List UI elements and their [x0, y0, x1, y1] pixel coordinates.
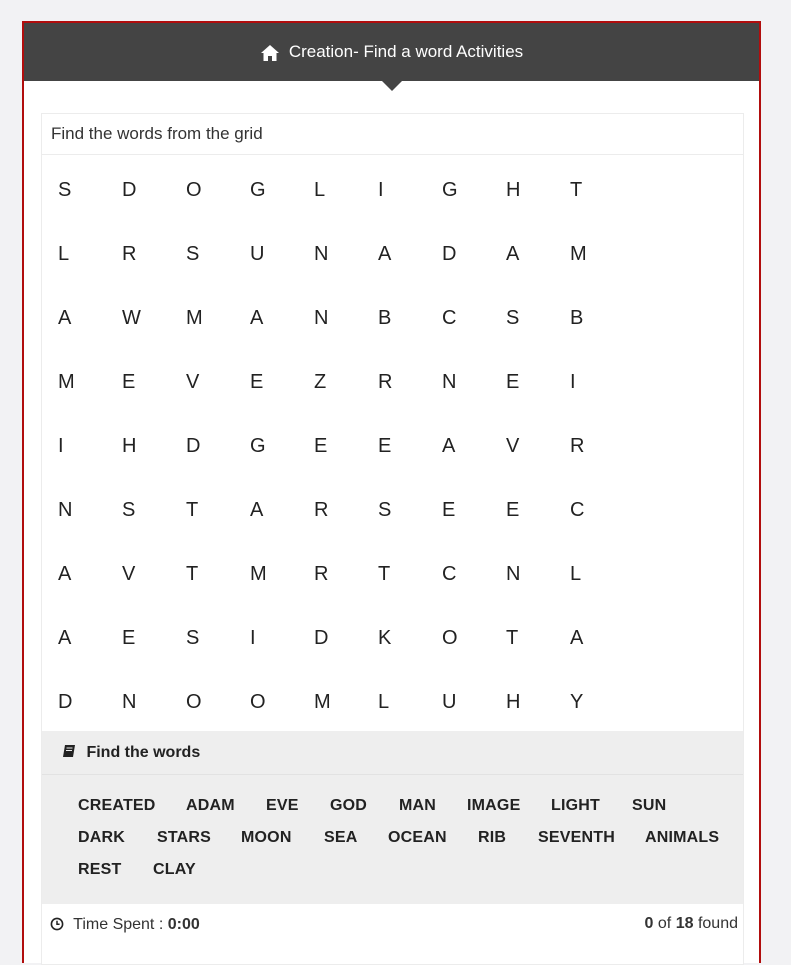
found-counter	[645, 915, 738, 933]
grid-cell[interactable]: D	[58, 691, 73, 713]
word-item: EVE	[266, 797, 299, 814]
grid-cell[interactable]: D	[122, 179, 137, 201]
grid-cell[interactable]: I	[570, 371, 576, 393]
grid-cell[interactable]: M	[186, 307, 203, 329]
found-count: 0	[644, 915, 654, 932]
letter-grid	[42, 155, 743, 731]
grid-cell[interactable]: M	[250, 563, 267, 585]
grid-cell[interactable]: Y	[570, 691, 584, 713]
word-item: IMAGE	[467, 797, 521, 814]
grid-cell[interactable]: N	[58, 499, 73, 521]
grid-cell[interactable]: B	[378, 307, 392, 329]
grid-cell[interactable]: M	[314, 691, 331, 713]
grid-cell[interactable]: T	[506, 627, 519, 649]
word-item: ADAM	[186, 797, 235, 814]
grid-cell[interactable]: E	[442, 499, 456, 521]
grid-cell[interactable]: H	[506, 179, 521, 201]
word-item: OCEAN	[388, 829, 447, 846]
grid-cell[interactable]: R	[314, 563, 329, 585]
word-item: SEVENTH	[538, 829, 615, 846]
grid-cell[interactable]: T	[186, 499, 199, 521]
grid-cell[interactable]: R	[122, 243, 137, 265]
grid-cell[interactable]: A	[506, 243, 520, 265]
grid-cell[interactable]: N	[314, 307, 329, 329]
grid-cell[interactable]: Z	[314, 371, 327, 393]
grid-cell[interactable]: U	[250, 243, 265, 265]
grid-cell[interactable]: R	[314, 499, 329, 521]
instruction-text: Find the words from the grid	[42, 114, 743, 155]
grid-cell[interactable]: B	[570, 307, 584, 329]
grid-cell[interactable]: E	[506, 499, 520, 521]
grid-cell[interactable]: R	[570, 435, 585, 457]
grid-cell[interactable]: C	[442, 307, 457, 329]
grid-cell[interactable]: N	[314, 243, 329, 265]
grid-cell[interactable]: D	[314, 627, 329, 649]
grid-cell[interactable]: V	[186, 371, 200, 393]
activity-title: Creation- Find a word Activities	[288, 42, 524, 61]
grid-cell[interactable]: E	[378, 435, 392, 457]
grid-cell[interactable]: R	[378, 371, 393, 393]
grid-cell[interactable]: S	[186, 627, 200, 649]
home-icon	[260, 44, 280, 62]
grid-cell[interactable]: L	[58, 243, 70, 265]
grid-cell[interactable]: O	[186, 179, 202, 201]
grid-cell[interactable]: E	[122, 371, 136, 393]
word-item: CREATED	[78, 797, 156, 814]
grid-cell[interactable]: D	[442, 243, 457, 265]
grid-cell[interactable]: N	[122, 691, 137, 713]
time-label: Time Spent :	[73, 916, 164, 933]
word-bank-header	[42, 731, 743, 775]
grid-cell[interactable]: S	[58, 179, 72, 201]
grid-cell[interactable]: H	[122, 435, 137, 457]
grid-cell[interactable]: E	[506, 371, 520, 393]
grid-cell[interactable]: M	[58, 371, 75, 393]
grid-cell[interactable]: C	[442, 563, 457, 585]
grid-cell[interactable]: A	[378, 243, 392, 265]
word-item: CLAY	[153, 861, 196, 878]
grid-cell[interactable]: E	[250, 371, 264, 393]
grid-cell[interactable]: A	[250, 499, 264, 521]
grid-cell[interactable]: A	[58, 627, 72, 649]
book-icon	[62, 744, 76, 758]
time-value: 0:00	[167, 916, 200, 933]
word-bank	[42, 731, 743, 904]
found-of: of	[657, 915, 672, 932]
grid-cell[interactable]: G	[250, 179, 266, 201]
grid-cell[interactable]: I	[58, 435, 64, 457]
grid-cell[interactable]: W	[122, 307, 141, 329]
grid-cell[interactable]: N	[442, 371, 457, 393]
word-item: MOON	[241, 829, 292, 846]
grid-cell[interactable]: E	[314, 435, 328, 457]
grid-cell[interactable]: S	[122, 499, 136, 521]
grid-cell[interactable]: L	[378, 691, 390, 713]
grid-cell[interactable]: V	[122, 563, 136, 585]
grid-cell[interactable]: A	[250, 307, 264, 329]
grid-cell[interactable]: O	[250, 691, 266, 713]
grid-cell[interactable]: D	[186, 435, 201, 457]
grid-cell[interactable]: V	[506, 435, 520, 457]
grid-cell[interactable]: S	[506, 307, 520, 329]
total-words: 18	[675, 915, 694, 932]
word-item: DARK	[78, 829, 126, 846]
grid-cell[interactable]: M	[570, 243, 587, 265]
found-label: found	[697, 915, 738, 932]
grid-cell[interactable]: L	[570, 563, 582, 585]
word-bank-title: Find the words	[86, 744, 201, 761]
grid-cell[interactable]: T	[378, 563, 391, 585]
word-item: REST	[78, 861, 122, 878]
word-item: LIGHT	[551, 797, 600, 814]
word-item: ANIMALS	[645, 829, 720, 846]
grid-cell[interactable]: I	[250, 627, 256, 649]
word-item: GOD	[330, 797, 368, 814]
puzzle-panel	[41, 113, 744, 965]
word-item: STARS	[157, 829, 212, 846]
grid-cell[interactable]: A	[442, 435, 456, 457]
grid-cell[interactable]: H	[506, 691, 521, 713]
grid-cell[interactable]: T	[186, 563, 199, 585]
grid-cell[interactable]: A	[58, 563, 72, 585]
grid-cell[interactable]: C	[570, 499, 585, 521]
word-item: RIB	[478, 829, 507, 846]
grid-cell[interactable]: O	[442, 627, 458, 649]
grid-cell[interactable]: G	[250, 435, 266, 457]
grid-cell[interactable]: S	[186, 243, 200, 265]
grid-cell[interactable]: A	[570, 627, 584, 649]
activity-header	[24, 23, 759, 81]
status-bar	[42, 904, 743, 944]
grid-cell[interactable]: T	[570, 179, 583, 201]
word-item: SUN	[632, 797, 667, 814]
header-pointer	[382, 81, 402, 91]
grid-cell[interactable]: S	[378, 499, 392, 521]
grid-cell[interactable]: L	[314, 179, 326, 201]
grid-cell[interactable]: A	[58, 307, 72, 329]
word-item: SEA	[324, 829, 358, 846]
grid-cell[interactable]: K	[378, 627, 392, 649]
timer	[50, 915, 200, 934]
grid-cell[interactable]: E	[122, 627, 136, 649]
grid-cell[interactable]: N	[506, 563, 521, 585]
grid-cell[interactable]: U	[442, 691, 457, 713]
grid-cell[interactable]: I	[378, 179, 384, 201]
grid-cell[interactable]: O	[186, 691, 202, 713]
grid-cell[interactable]: G	[442, 179, 458, 201]
word-list	[42, 775, 743, 904]
clock-icon	[50, 917, 64, 931]
word-item: MAN	[399, 797, 437, 814]
activity-frame	[22, 21, 761, 963]
